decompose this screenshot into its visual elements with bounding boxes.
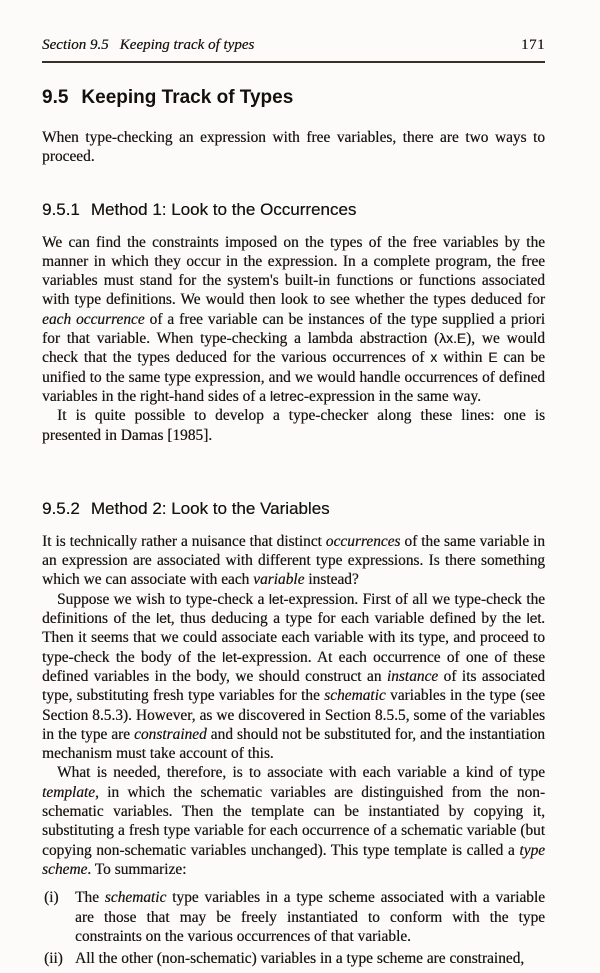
- text-run: variables in the type (see Section 8.5.3). However, as we discovered in Section 8.5.5, some of the variables in the type are: [42, 687, 545, 743]
- section-heading: [42, 87, 545, 109]
- text-run: , thus deducing a type for each variable defined by the: [170, 610, 527, 628]
- header-rule: [42, 61, 545, 63]
- text-run: -expression in the same way.: [303, 387, 481, 405]
- text-run: constrained: [134, 725, 207, 743]
- running-title: [42, 37, 254, 54]
- text-run: variable: [253, 571, 305, 589]
- text-run: ), we would check that the types deduced for the various occurrences of: [42, 330, 545, 367]
- running-section-label: Section 9.5: [42, 37, 109, 53]
- text-run: E: [488, 349, 498, 366]
- text-run: -expression. At each occurrence of one of these defined variables in the body, we should construct an: [42, 648, 546, 685]
- paragraph: [42, 233, 545, 407]
- text-run: We can find the constraints imposed on the types of the free variables by the manner in which they occur in the expression. In a complete program, the free variables must stand for the system's built-in functions or functions associated with type definitions. We would then look to see whether the types deduced for: [42, 233, 545, 309]
- text-run: type variables in a type scheme associated with a variable are those that may be freely instantiated to conform with the type constraints on the various occurrences of that variable.: [75, 889, 545, 945]
- paragraph: [42, 406, 545, 445]
- subsection-heading: [42, 499, 545, 519]
- text-run: All the other (non-schematic) variables in a type scheme are constrained,: [75, 950, 525, 968]
- text-run: -expression. First of all we type-check the definitions of the: [42, 590, 545, 628]
- paragraph: [42, 763, 545, 879]
- list-item: [42, 888, 545, 946]
- text-run: let: [268, 590, 284, 607]
- heading-title: Keeping Track of Types: [81, 87, 294, 108]
- text-run: template: [42, 783, 95, 801]
- text-run: type scheme: [42, 841, 545, 878]
- list-marker: (ii): [44, 950, 63, 968]
- text-run: instance: [386, 667, 439, 685]
- text-run: can be unified to the same type expression, and we would handle occurrences of defined variables in the right-hand sides of a: [42, 349, 545, 405]
- text-run: x: [430, 349, 438, 366]
- heading-number: 9.5.2: [42, 498, 80, 518]
- text-run: When type-checking an expression with free variables, there are two ways to proceed.: [42, 129, 545, 166]
- list-item-text: [75, 949, 545, 968]
- text-run: and should not be substituted for, and the instantiation mechanism must take account of this.: [42, 725, 546, 763]
- paragraph: [42, 532, 545, 590]
- heading-title: Method 2: Look to the Variables: [90, 498, 330, 518]
- text-run: let: [155, 610, 171, 627]
- text-run: occurrences: [325, 532, 401, 550]
- paragraph: [42, 128, 545, 167]
- text-run: Suppose we wish to type-check a: [57, 590, 269, 608]
- list-item-text: [75, 888, 545, 946]
- text-run: of a free variable can be instances of the type supplied a priori for that variable. When type-checking a lambda abstraction (: [42, 310, 545, 348]
- text-run: of the same variable in an expression are associated with different type expressions. Is there something which we can associate with each: [42, 532, 545, 589]
- text-run: What is needed, therefore, is to associate with each variable a kind of type: [57, 764, 545, 782]
- running-header: [42, 37, 545, 54]
- heading-number: 9.5: [42, 87, 69, 108]
- paragraph: [42, 590, 545, 764]
- text-run: letrec: [269, 387, 304, 404]
- text-run: let: [222, 648, 237, 665]
- text-run: of its associated type, substituting fresh type variables for the: [42, 667, 545, 705]
- list-marker: (i): [44, 889, 59, 907]
- text-run: within: [437, 349, 489, 367]
- subsection-heading: [42, 200, 545, 220]
- text-run: . To summarize:: [87, 860, 187, 878]
- text-run: It is quite possible to develop a type-checker along these lines: one is presented in Damas [1985].: [42, 407, 545, 444]
- text-run: It is technically rather a nuisance that distinct: [42, 532, 326, 550]
- heading-number: 9.5.1: [42, 199, 80, 219]
- heading-title: Method 1: Look to the Occurrences: [90, 199, 357, 219]
- text-run: . Then it seems that we could associate each variable with its type, and proceed to type-check the body of the: [42, 610, 545, 666]
- page-number: 171: [521, 37, 545, 53]
- text-run: , in which the schematic variables are distinguished from the non-schematic variables. Then the template can be instantiated by copying it, substituting a fresh type variable for each occurrence of a schematic variable (but copying non-schematic variables unchanged). This type template is called a: [42, 783, 545, 859]
- text-run: instead?: [304, 571, 359, 589]
- running-section-title: Keeping track of types: [119, 37, 255, 53]
- text-run: The: [75, 889, 105, 907]
- text-run: each occurrence: [42, 310, 145, 328]
- text-run: let: [526, 610, 542, 627]
- text-run: λx.E: [439, 330, 467, 347]
- text-run: schematic: [104, 889, 167, 907]
- content: [42, 87, 545, 968]
- list-item: [42, 949, 545, 968]
- text-run: schematic: [324, 687, 386, 705]
